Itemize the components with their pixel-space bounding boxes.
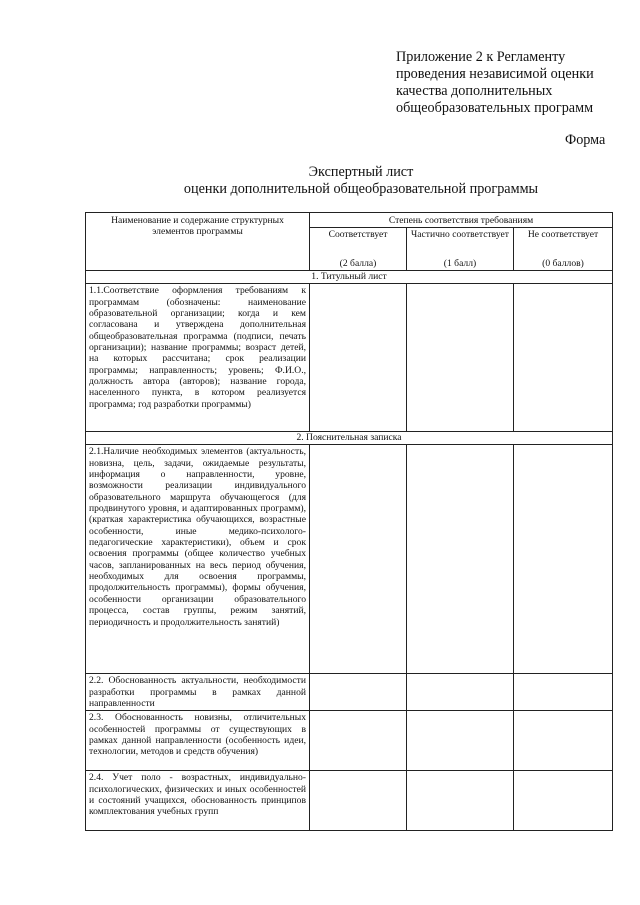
criterion-2-1: 2.1.Наличие необходимых элементов (актуальность, новизна, цель, задачи, ожидаемые результаты, информация о направленности, уровне, возможности реализации индивидуального образовательного маршрута обучающегося (для продвинутого уровня, и адаптированных программ), (краткая характеристика обучающихся, возрастные особенности, иные медико-психолого-педагогические характеристики), объем и срок освоения программы (общее количество учебных часов, запланированных на весь период обучения, необходимых для освоения программы, продолжительность программы), формы обучения, особенности организации образовательного процесса, состав группы, режим занятий, периодичность и продолжительность занятий) [86,445,310,674]
column-points: (1 балл) [443,258,477,269]
score-cell[interactable] [310,674,407,711]
section-title-title-page: 1. Титульный лист [86,271,613,284]
column-complies [310,228,407,271]
appendix-note [396,49,632,117]
evaluation-table [85,212,613,831]
score-cell[interactable] [514,771,613,831]
column-label: Частично соответствует [411,229,509,241]
column-partially-complies [407,228,514,271]
table-header-row [86,213,613,228]
appendix-line: Приложение 2 к Регламенту [396,49,566,65]
score-cell[interactable] [407,674,514,711]
appendix-line: проведения независимой оценки [396,66,594,82]
criterion-1-1: 1.1.Соответствие оформления требованиям к программам (обозначены: наименование образовательной организации; когда и кем согласована и утверждена дополнительная общеобразовательная программа (подписи, печать организации); название программы; возраст детей, на которых рассчитана; срок реализации программы; направленность; уровень; Ф.И.О., должность автора (авторов); название города, населенного пункта, в котором реализуется программа; год разработки программы) [86,284,310,432]
table-row [86,674,613,711]
criterion-2-3: 2.3. Обоснованность новизны, отличительных особенностей программы от существующих в рамках данной направленности (особенность идеи, технологии, методов и средств обучения) [86,711,310,771]
section-row [86,432,613,445]
table-row [86,771,613,831]
criterion-2-4: 2.4. Учет поло - возрастных, индивидуально-психологических, физических и иных особенностей и состояний учащихся, обоснованность принципов комплектования учебных групп [86,771,310,831]
column-points: (2 балла) [339,258,377,269]
section-row [86,271,613,284]
section-title-explanatory-note: 2. Пояснительная записка [86,432,613,445]
column-points: (0 баллов) [542,258,584,269]
appendix-line: общеобразовательных программ [396,100,594,116]
document-title: Экспертный лист [308,164,414,180]
score-cell[interactable] [310,445,407,674]
header-structure-elements: Наименование и содержание структурных элементов программы [86,213,310,271]
score-cell[interactable] [310,771,407,831]
header-compliance-degree: Степень соответствия требованиям [310,213,613,228]
score-cell[interactable] [514,445,613,674]
score-cell[interactable] [310,284,407,432]
score-cell[interactable] [407,711,514,771]
score-cell[interactable] [514,711,613,771]
column-does-not-comply [514,228,613,271]
criterion-2-2: 2.2. Обоснованность актуальности, необходимости разработки программы в рамках данной направленности [86,674,310,711]
column-label: Не соответствует [527,229,599,241]
table-row [86,284,613,432]
table-row [86,711,613,771]
score-cell[interactable] [407,771,514,831]
appendix-line: качества дополнительных [396,83,553,99]
score-cell[interactable] [514,674,613,711]
score-cell[interactable] [310,711,407,771]
column-label: Соответствует [328,229,388,241]
document-subtitle: оценки дополнительной общеобразовательной программы [183,181,539,197]
form-label: Форма [565,132,606,148]
table-row [86,445,613,674]
score-cell[interactable] [514,284,613,432]
score-cell[interactable] [407,284,514,432]
score-cell[interactable] [407,445,514,674]
